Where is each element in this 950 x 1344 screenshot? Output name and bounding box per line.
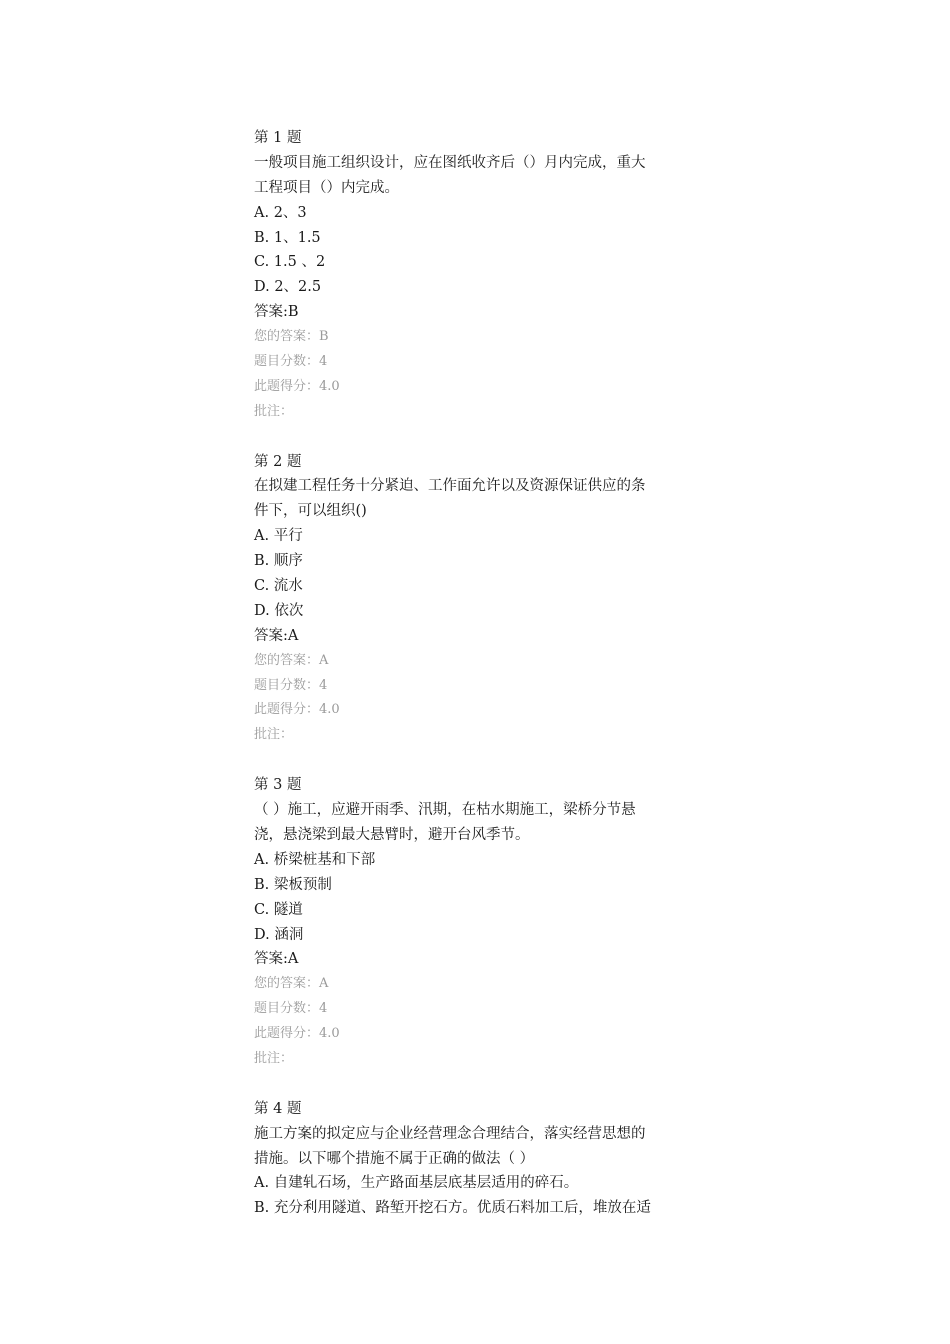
spacer	[254, 748, 694, 773]
option-b: B. 充分利用隧道、路堑开挖石方。优质石料加工后，堆放在适	[254, 1200, 651, 1217]
spacer	[254, 425, 694, 450]
earned-score: 此题得分：4.0	[254, 702, 340, 718]
option-a: A. 平行	[254, 528, 303, 545]
remark: 批注：	[254, 403, 294, 419]
your-answer: 您的答案：B	[254, 329, 329, 345]
stem-line: 在拟建工程任务十分紧迫、工作面允许以及资源保证供应的条	[254, 478, 646, 495]
stem-line: 浇，悬浇梁到最大悬臂时，避开台风季节。	[254, 826, 530, 843]
question-stem	[254, 151, 694, 201]
option-b: B. 梁板预制	[254, 876, 332, 893]
option-a: A. 2、3	[254, 204, 307, 221]
question-1	[254, 126, 694, 425]
your-answer: 您的答案：A	[254, 976, 329, 992]
question-stem	[254, 798, 694, 848]
option-a: A. 桥梁桩基和下部	[254, 851, 376, 868]
stem-line: 措施。以下哪个措施不属于正确的做法（ ）	[254, 1150, 535, 1167]
correct-answer: 答案:A	[254, 951, 299, 968]
question-4	[254, 1097, 694, 1221]
stem-line: （ ）施工，应避开雨季、汛期，在枯水期施工，梁桥分节悬	[254, 802, 636, 819]
question-score: 题目分数：4	[254, 354, 328, 370]
correct-answer: 答案:B	[254, 304, 299, 321]
question-number: 第 1 题	[254, 130, 302, 146]
question-score: 题目分数：4	[254, 1001, 328, 1017]
option-d: D. 涵洞	[254, 926, 304, 943]
question-3	[254, 773, 694, 1072]
question-number: 第 2 题	[254, 453, 302, 470]
option-c: C. 1.5 、2	[254, 254, 326, 271]
stem-line: 件下，可以组织()	[254, 503, 367, 520]
earned-score: 此题得分：4.0	[254, 1026, 340, 1042]
question-2	[254, 450, 694, 749]
question-number: 第 3 题	[254, 777, 302, 794]
option-c: C. 流水	[254, 578, 303, 595]
stem-line: 一般项目施工组织设计，应在图纸收齐后（）月内完成，重大	[254, 154, 646, 171]
stem-line: 施工方案的拟定应与企业经营理念合理结合，落实经营思想的	[254, 1125, 646, 1142]
option-b: B. 顺序	[254, 553, 303, 570]
option-b: B. 1、1.5	[254, 229, 321, 246]
remark: 批注：	[254, 1050, 294, 1066]
option-a: A. 自建轧石场，生产路面基层底基层适用的碎石。	[254, 1175, 579, 1192]
your-answer: 您的答案：A	[254, 652, 329, 668]
question-number: 第 4 题	[254, 1100, 302, 1117]
remark: 批注：	[254, 727, 294, 743]
option-d: D. 依次	[254, 602, 304, 619]
option-c: C. 隧道	[254, 901, 303, 918]
option-d: D. 2、2.5	[254, 279, 322, 296]
earned-score: 此题得分：4.0	[254, 378, 340, 394]
question-stem	[254, 1122, 694, 1172]
question-score: 题目分数：4	[254, 677, 328, 693]
stem-line: 工程项目（）内完成。	[254, 179, 399, 196]
exam-content	[254, 126, 694, 1221]
correct-answer: 答案:A	[254, 627, 299, 644]
spacer	[254, 1072, 694, 1097]
question-stem	[254, 474, 694, 524]
